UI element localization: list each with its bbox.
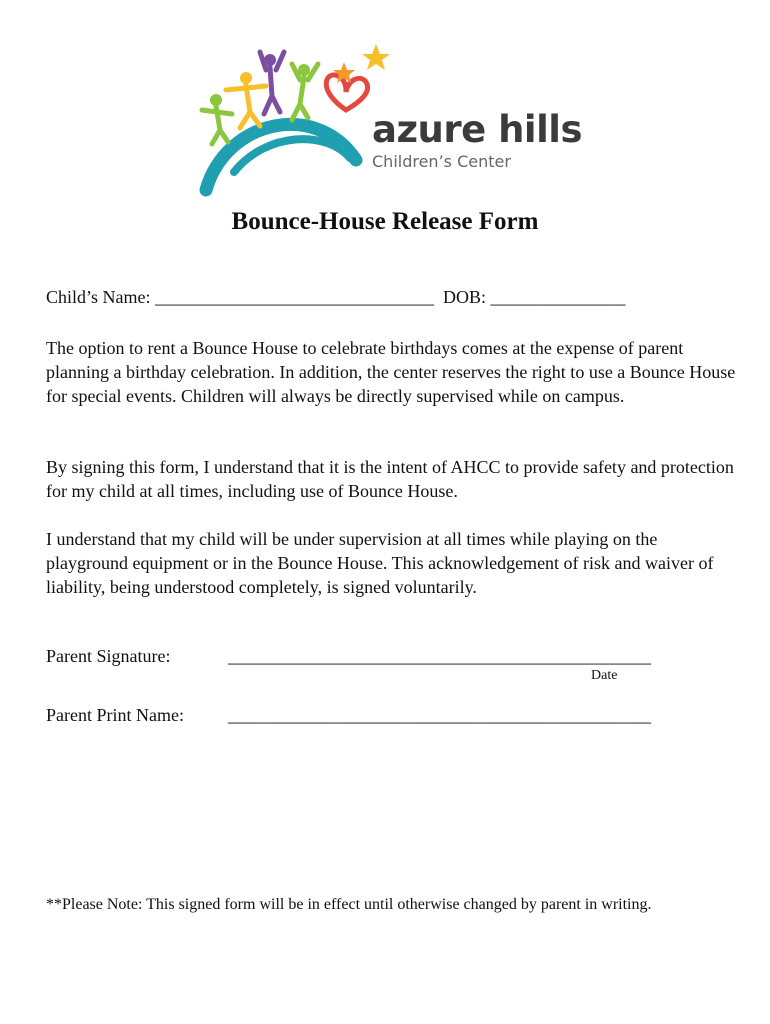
parent-signature-field[interactable]: _______________________________________________ — [228, 646, 651, 666]
brand-subtitle: Children’s Center — [372, 152, 511, 171]
yellow-figure-icon — [226, 72, 266, 128]
please-note: **Please Note: This signed form will be in effect until otherwise changed by parent in writing. — [46, 896, 652, 913]
green-figure-icon — [202, 94, 232, 144]
purple-figure-icon — [260, 52, 284, 114]
paragraph-3: I understand that my child will be under supervision at all times while playing on the playground equipment or in the Bounce House. This acknowledgement of risk and waiver of liability, being understood completely, is signed voluntarily. — [46, 529, 714, 597]
form-title: Bounce-House Release Form — [231, 208, 539, 235]
parent-print-field[interactable]: _______________________________________________ — [228, 705, 651, 725]
azure-hills-logo — [196, 40, 586, 205]
parent-signature-label: Parent Signature: — [46, 646, 171, 666]
brand-name: azure hills — [372, 108, 582, 151]
paragraph-2: By signing this form, I understand that it is the intent of AHCC to provide safety and protection for my child at all times, including use of Bounce House. — [46, 457, 734, 501]
date-label: Date — [591, 668, 618, 683]
green-figure-2-icon — [292, 64, 318, 120]
child-name-dob-line[interactable]: Child’s Name: _______________________________ DOB: _______________ — [46, 287, 626, 307]
parent-print-label: Parent Print Name: — [46, 705, 184, 725]
heart-icon — [326, 75, 367, 110]
paragraph-1: The option to rent a Bounce House to celebrate birthdays comes at the expense of parent planning a birthday celebration. In addition, the center reserves the right to use a Bounce House for special events. Children will always be directly supervised while on campus. — [46, 338, 736, 406]
